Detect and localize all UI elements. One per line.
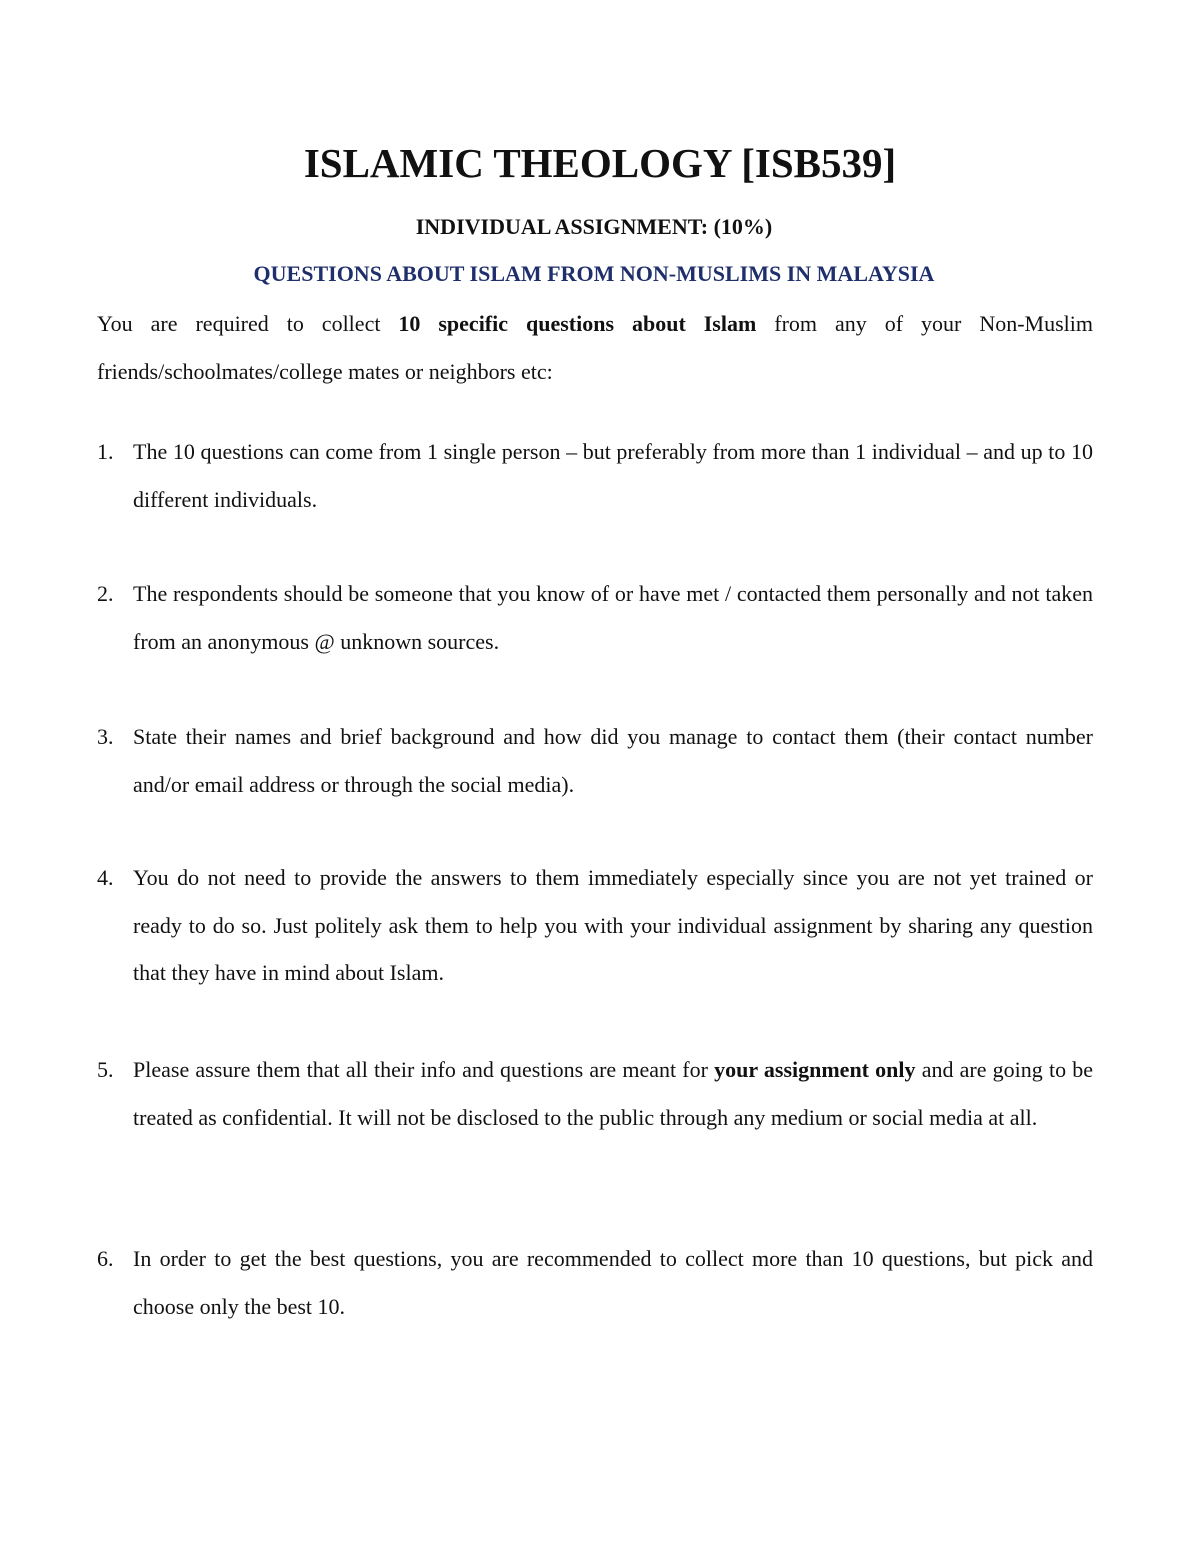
list-item-number: 4. — [97, 865, 114, 890]
intro-paragraph — [97, 300, 1093, 395]
list-item — [97, 428, 1093, 523]
item-bold-text: your assignment only — [714, 1057, 916, 1082]
document-title: ISLAMIC THEOLOGY [ISB539] — [303, 140, 897, 186]
list-item-number: 2. — [97, 581, 114, 606]
item-text-end: and are going to be treated as confidential. It will not be disclosed to the public through any medium or social media at all. — [133, 1057, 1093, 1130]
list-item-text — [133, 1046, 1093, 1141]
item-text-start: Please assure them that all their info and questions are meant for — [133, 1057, 715, 1082]
section-heading: QUESTIONS ABOUT ISLAM FROM NON-MUSLIMS IN MALAYSIA — [253, 261, 935, 286]
intro-bold-text: 10 specific questions about Islam — [398, 311, 757, 336]
list-item-text: You do not need to provide the answers to them immediately especially since you are not yet trained or ready to do so. Just politely ask them to help you with your individual assignment by sharing any question that they have in mind about Islam. — [133, 865, 1093, 985]
list-item-number: 1. — [97, 439, 114, 464]
intro-text-end: from any of your Non-Muslim friends/schoolmates/college mates or neighbors etc: — [97, 311, 1093, 384]
list-item — [97, 1235, 1093, 1330]
list-item-number: 3. — [97, 724, 114, 749]
list-item-text: State their names and brief background and how did you manage to contact them (their contact number and/or email address or through the social media). — [133, 724, 1093, 797]
list-item-number: 6. — [97, 1246, 114, 1271]
list-item-text: The respondents should be someone that you know of or have met / contacted them personally and not taken from an anonymous @ unknown sources. — [133, 581, 1093, 654]
list-item-text: The 10 questions can come from 1 single person – but preferably from more than 1 individual – and up to 10 different individuals. — [133, 439, 1093, 512]
list-item-text: In order to get the best questions, you are recommended to collect more than 10 questions, but pick and choose only the best 10. — [133, 1246, 1093, 1319]
list-item — [97, 713, 1093, 808]
list-item — [97, 1046, 1093, 1141]
list-item-number: 5. — [97, 1057, 114, 1082]
intro-text-start: You are required to collect — [97, 311, 399, 336]
list-item — [97, 854, 1093, 997]
assignment-subtitle: INDIVIDUAL ASSIGNMENT: (10%) — [415, 214, 773, 239]
list-item — [97, 570, 1093, 665]
